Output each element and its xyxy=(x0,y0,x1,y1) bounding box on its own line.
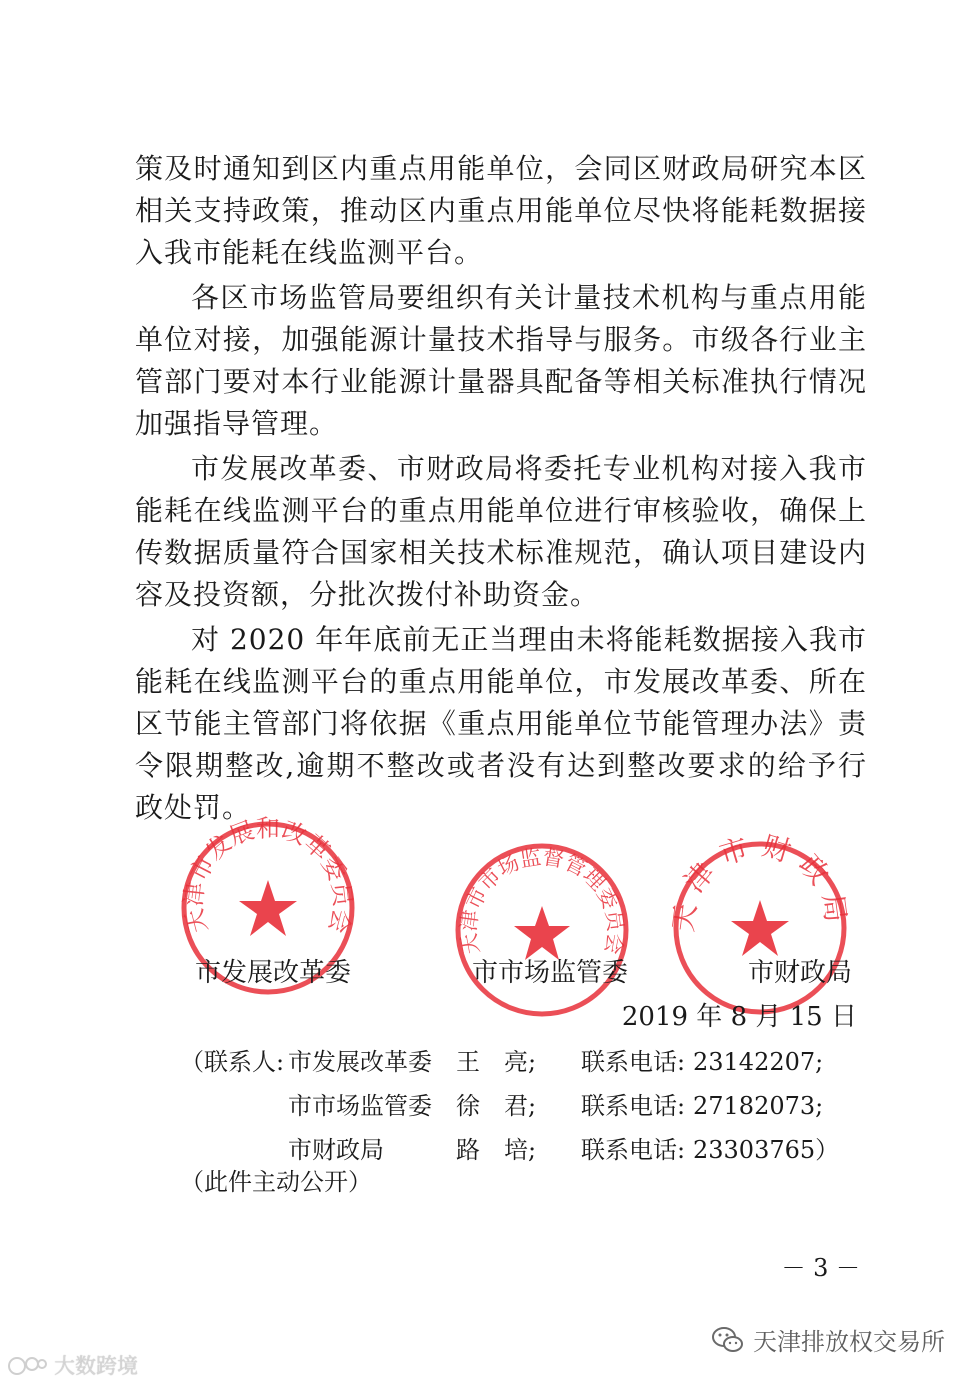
contact-lead: （联系人: xyxy=(180,1048,285,1076)
issue-date: 2019 年 8 月 15 日 xyxy=(621,1002,857,1032)
signature-finance: 市财政局 xyxy=(748,958,853,988)
contact-row xyxy=(180,1040,839,1084)
contact-phone-label: 联系电话: xyxy=(581,1048,686,1076)
star-icon xyxy=(514,906,570,960)
contact-block xyxy=(180,1040,839,1172)
paragraph-2: 各区市场监管局要组织有关计量技术机构与重点用能单位对接，加强能源计量技术指导与服务。市级各行业主管部门要对本行业能源计量器具配备等相关标准执行情况加强指导管理。 xyxy=(135,281,867,440)
contact-phone: 27182073; xyxy=(693,1092,824,1120)
watermark-left-text: 大数跨境 xyxy=(54,1354,138,1378)
watermark-right xyxy=(711,1322,945,1357)
watermark-right-text: 天津排放权交易所 xyxy=(753,1328,945,1356)
body-text xyxy=(135,148,867,832)
signature-market: 市市场监管委 xyxy=(472,958,629,988)
seal-ndrc-text: 天津市发展和改革委员会 xyxy=(179,814,357,937)
seal-market-text: 天津市市场监督管理委员会 xyxy=(456,844,628,957)
seal-finance-text: 天津市财政局 xyxy=(666,828,854,934)
public-note: （此件主动公开） xyxy=(180,1168,372,1196)
signature-ndrc: 市发展改革委 xyxy=(195,958,352,988)
contact-phone: 23142207; xyxy=(693,1048,824,1076)
contact-phone-label: 联系电话: xyxy=(581,1136,686,1164)
wechat-icon xyxy=(711,1326,745,1354)
contact-org: 市市场监管委 xyxy=(288,1092,432,1120)
paragraph-1: 策及时通知到区内重点用能单位，会同区财政局研究本区相关支持政策，推动区内重点用能单位尽快将能耗数据接入我市能耗在线监测平台。 xyxy=(135,152,867,269)
contact-org: 市发展改革委 xyxy=(288,1048,432,1076)
contact-row xyxy=(180,1084,839,1128)
watermark-left xyxy=(8,1350,138,1380)
contact-name: 路 培; xyxy=(456,1136,537,1164)
page-number: － 3 － xyxy=(781,1254,860,1282)
star-icon xyxy=(239,880,297,936)
paragraph-4: 对 2020 年年底前无正当理由未将能耗数据接入我市能耗在线监测平台的重点用能单位，市发展改革委、所在区节能主管部门将依据《重点用能单位节能管理办法》责令限期整改,逾期不整改或者没有达到整改要求的给予行政处罚。 xyxy=(135,623,867,824)
contact-name: 徐 君; xyxy=(456,1092,537,1120)
contact-phone: 23303765） xyxy=(693,1136,840,1164)
seal-market-supervision xyxy=(452,840,632,1020)
seal-finance-bureau xyxy=(666,828,854,1018)
contact-name: 王 亮; xyxy=(456,1048,537,1076)
paragraph-3: 市发展改革委、市财政局将委托专业机构对接入我市能耗在线监测平台的重点用能单位进行审核验收，确保上传数据质量符合国家相关技术标准规范，确认项目建设内容及投资额，分批次拨付补助资金。 xyxy=(135,452,867,611)
star-icon xyxy=(731,900,789,956)
weibo-icon xyxy=(8,1354,48,1376)
contact-org: 市财政局 xyxy=(288,1136,384,1164)
contact-phone-label: 联系电话: xyxy=(581,1092,686,1120)
